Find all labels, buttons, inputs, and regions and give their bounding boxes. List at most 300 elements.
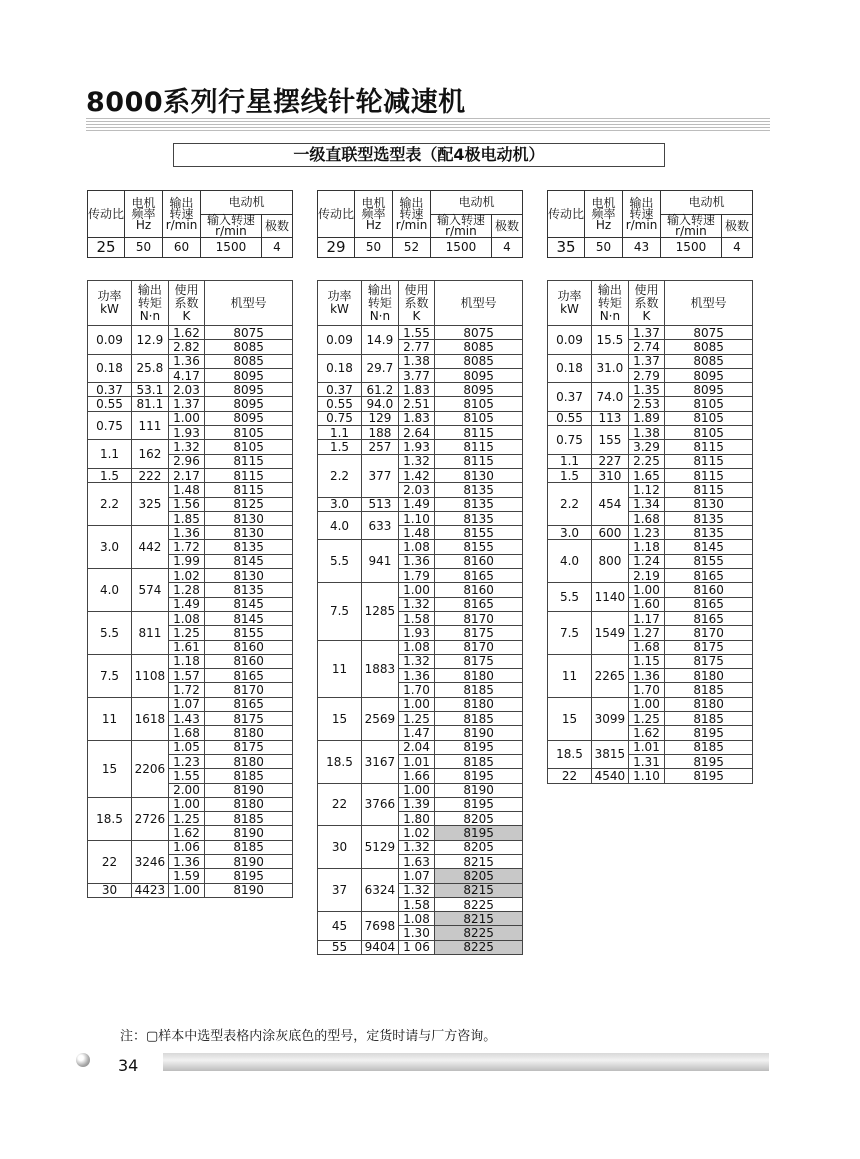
table-row bbox=[318, 869, 523, 883]
factor-cell: 1.31 bbox=[628, 754, 664, 768]
freq-header: 电机 频率 Hz bbox=[355, 191, 393, 238]
power-cell: 7.5 bbox=[318, 583, 362, 640]
model-cell: 8205 bbox=[435, 812, 523, 826]
model-cell: 8190 bbox=[205, 783, 293, 797]
factor-cell: 1.35 bbox=[628, 383, 664, 397]
torque-cell: 257 bbox=[362, 440, 399, 454]
model-cell: 8180 bbox=[665, 669, 753, 683]
table-row bbox=[318, 511, 523, 525]
model-cell: 8105 bbox=[665, 426, 753, 440]
factor-cell: 1.25 bbox=[398, 712, 434, 726]
model-cell: 8195 bbox=[665, 769, 753, 783]
factor-cell: 1.08 bbox=[398, 540, 434, 554]
factor-cell: 1.36 bbox=[398, 669, 434, 683]
factor-cell: 1.32 bbox=[398, 454, 434, 468]
model-cell: 8115 bbox=[435, 426, 523, 440]
table-row bbox=[548, 540, 753, 554]
model-cell: 8160 bbox=[435, 583, 523, 597]
power-cell: 18.5 bbox=[548, 740, 592, 769]
factor-cell: 1.38 bbox=[398, 354, 434, 368]
table-row bbox=[548, 769, 753, 783]
factor-cell: 1.32 bbox=[398, 654, 434, 668]
poles-header: 极数 bbox=[721, 215, 752, 238]
table-row bbox=[318, 497, 523, 511]
torque-cell: 1618 bbox=[132, 697, 169, 740]
out-speed-value: 60 bbox=[163, 238, 201, 258]
table-row bbox=[88, 740, 293, 754]
factor-cell: 1.37 bbox=[628, 326, 664, 340]
model-cell: 8195 bbox=[435, 740, 523, 754]
model-cell: 8165 bbox=[665, 597, 753, 611]
factor-cell: 1.32 bbox=[168, 440, 204, 454]
model-cell: 8085 bbox=[665, 354, 753, 368]
power-cell: 0.75 bbox=[88, 411, 132, 440]
freq-value: 50 bbox=[355, 238, 393, 258]
table-row bbox=[88, 468, 293, 482]
table-row bbox=[548, 697, 753, 711]
factor-cell: 2.19 bbox=[628, 569, 664, 583]
torque-cell: 325 bbox=[132, 483, 169, 526]
factor-cell: 4.17 bbox=[168, 368, 204, 382]
model-cell: 8115 bbox=[435, 454, 523, 468]
torque-cell: 2265 bbox=[592, 654, 629, 697]
torque-cell: 633 bbox=[362, 511, 399, 540]
model-cell: 8170 bbox=[435, 640, 523, 654]
model-cell: 8185 bbox=[205, 769, 293, 783]
out-speed-header: 输出 转速 r/min bbox=[163, 191, 201, 238]
model-cell: 8095 bbox=[205, 397, 293, 411]
torque-cell: 5129 bbox=[362, 826, 399, 869]
ratio-header: 传动比 bbox=[318, 191, 355, 238]
model-cell: 8205 bbox=[435, 869, 523, 883]
factor-cell: 1.36 bbox=[168, 526, 204, 540]
model-cell: 8175 bbox=[665, 640, 753, 654]
factor-cell: 1.36 bbox=[628, 669, 664, 683]
torque-cell: 1549 bbox=[592, 611, 629, 654]
factor-cell: 1.72 bbox=[168, 540, 204, 554]
factor-cell: 1.34 bbox=[628, 497, 664, 511]
power-cell: 4.0 bbox=[88, 569, 132, 612]
power-cell: 3.0 bbox=[548, 526, 592, 540]
power-cell: 0.55 bbox=[88, 397, 132, 411]
model-cell: 8165 bbox=[435, 569, 523, 583]
power-cell: 30 bbox=[318, 826, 362, 869]
factor-cell: 1.25 bbox=[168, 626, 204, 640]
torque-cell: 1140 bbox=[592, 583, 629, 612]
factor-cell: 2.03 bbox=[398, 483, 434, 497]
power-header: 功率 kW bbox=[318, 281, 362, 326]
torque-cell: 113 bbox=[592, 411, 629, 425]
torque-cell: 53.1 bbox=[132, 383, 169, 397]
factor-cell: 1.49 bbox=[398, 497, 434, 511]
factor-cell: 1.08 bbox=[398, 912, 434, 926]
model-cell: 8115 bbox=[665, 468, 753, 482]
factor-cell: 1.65 bbox=[628, 468, 664, 482]
factor-header: 使用 系数 K bbox=[168, 281, 204, 326]
model-cell: 8225 bbox=[435, 926, 523, 940]
power-cell: 3.0 bbox=[88, 526, 132, 569]
table-row bbox=[318, 783, 523, 797]
model-cell: 8195 bbox=[435, 769, 523, 783]
torque-cell: 811 bbox=[132, 611, 169, 654]
torque-cell: 377 bbox=[362, 454, 399, 497]
factor-cell: 1.62 bbox=[168, 326, 204, 340]
model-cell: 8075 bbox=[205, 326, 293, 340]
table-row bbox=[88, 569, 293, 583]
table-row bbox=[318, 411, 523, 425]
power-cell: 7.5 bbox=[88, 654, 132, 697]
table-row bbox=[318, 826, 523, 840]
factor-cell: 2.17 bbox=[168, 468, 204, 482]
power-cell: 1.5 bbox=[318, 440, 362, 454]
factor-cell: 1.32 bbox=[398, 883, 434, 897]
table-row bbox=[318, 583, 523, 597]
table-row bbox=[88, 697, 293, 711]
torque-cell: 2206 bbox=[132, 740, 169, 797]
selection-table bbox=[547, 280, 753, 784]
in-speed-value: 1500 bbox=[431, 238, 492, 258]
freq-value: 50 bbox=[585, 238, 623, 258]
table-row bbox=[318, 354, 523, 368]
model-cell: 8145 bbox=[205, 554, 293, 568]
factor-cell: 1.79 bbox=[398, 569, 434, 583]
page-number: 34 bbox=[118, 1056, 139, 1075]
factor-cell: 1.83 bbox=[398, 411, 434, 425]
factor-cell: 1.36 bbox=[398, 554, 434, 568]
torque-cell: 310 bbox=[592, 468, 629, 482]
model-cell: 8105 bbox=[435, 411, 523, 425]
power-cell: 2.2 bbox=[318, 454, 362, 497]
table-row bbox=[318, 454, 523, 468]
factor-cell: 2.53 bbox=[628, 397, 664, 411]
model-cell: 8105 bbox=[205, 440, 293, 454]
table-row bbox=[88, 383, 293, 397]
factor-cell: 1.38 bbox=[628, 426, 664, 440]
poles-value: 4 bbox=[491, 238, 522, 258]
torque-cell: 3099 bbox=[592, 697, 629, 740]
factor-cell: 1.07 bbox=[398, 869, 434, 883]
torque-header: 输出 转矩 N·n bbox=[362, 281, 399, 326]
factor-cell: 1.18 bbox=[628, 540, 664, 554]
torque-cell: 600 bbox=[592, 526, 629, 540]
torque-cell: 574 bbox=[132, 569, 169, 612]
factor-cell: 1.08 bbox=[168, 611, 204, 625]
factor-cell: 1.00 bbox=[168, 797, 204, 811]
factor-cell: 2.96 bbox=[168, 454, 204, 468]
factor-cell: 1.56 bbox=[168, 497, 204, 511]
torque-cell: 442 bbox=[132, 526, 169, 569]
factor-cell: 1.49 bbox=[168, 597, 204, 611]
power-cell: 5.5 bbox=[318, 540, 362, 583]
torque-cell: 31.0 bbox=[592, 354, 629, 383]
factor-cell: 1.01 bbox=[628, 740, 664, 754]
selection-table bbox=[317, 280, 523, 955]
model-cell: 8165 bbox=[665, 569, 753, 583]
out-speed-header: 输出 转速 r/min bbox=[393, 191, 431, 238]
table-row bbox=[88, 797, 293, 811]
power-cell: 22 bbox=[318, 783, 362, 826]
torque-cell: 1285 bbox=[362, 583, 399, 640]
factor-cell: 1.07 bbox=[168, 697, 204, 711]
factor-cell: 1.42 bbox=[398, 468, 434, 482]
model-cell: 8175 bbox=[205, 712, 293, 726]
torque-cell: 4423 bbox=[132, 883, 169, 897]
table-row bbox=[318, 912, 523, 926]
model-cell: 8155 bbox=[205, 626, 293, 640]
model-cell: 8195 bbox=[665, 754, 753, 768]
torque-cell: 162 bbox=[132, 440, 169, 469]
model-cell: 8075 bbox=[665, 326, 753, 340]
table-row bbox=[88, 611, 293, 625]
factor-cell: 1.00 bbox=[628, 583, 664, 597]
model-header: 机型号 bbox=[205, 281, 293, 326]
power-cell: 1.1 bbox=[88, 440, 132, 469]
table-row bbox=[548, 468, 753, 482]
model-cell: 8115 bbox=[205, 468, 293, 482]
model-header: 机型号 bbox=[435, 281, 523, 326]
model-cell: 8155 bbox=[435, 540, 523, 554]
power-cell: 0.37 bbox=[548, 383, 592, 412]
factor-cell: 1.68 bbox=[168, 726, 204, 740]
poles-header: 极数 bbox=[491, 215, 522, 238]
power-cell: 2.2 bbox=[548, 483, 592, 526]
torque-cell: 6324 bbox=[362, 869, 399, 912]
factor-cell: 2.51 bbox=[398, 397, 434, 411]
poles-value: 4 bbox=[721, 238, 752, 258]
subtitle: 一级直联型选型表（配4极电动机） bbox=[173, 143, 665, 167]
torque-cell: 81.1 bbox=[132, 397, 169, 411]
model-cell: 8115 bbox=[435, 440, 523, 454]
factor-cell: 1.70 bbox=[628, 683, 664, 697]
table-row bbox=[88, 397, 293, 411]
factor-cell: 1.58 bbox=[398, 897, 434, 911]
factor-cell: 1.23 bbox=[168, 754, 204, 768]
factor-cell: 1.37 bbox=[168, 397, 204, 411]
model-cell: 8180 bbox=[205, 726, 293, 740]
factor-cell: 1.89 bbox=[628, 411, 664, 425]
factor-cell: 1.25 bbox=[628, 712, 664, 726]
power-cell: 11 bbox=[88, 697, 132, 740]
torque-cell: 3815 bbox=[592, 740, 629, 769]
torque-cell: 7698 bbox=[362, 912, 399, 941]
model-cell: 8165 bbox=[435, 597, 523, 611]
model-cell: 8180 bbox=[665, 697, 753, 711]
model-cell: 8195 bbox=[435, 826, 523, 840]
table-row bbox=[548, 583, 753, 597]
factor-cell: 1.24 bbox=[628, 554, 664, 568]
model-cell: 8180 bbox=[205, 754, 293, 768]
freq-header: 电机 频率 Hz bbox=[125, 191, 163, 238]
table-row bbox=[318, 940, 523, 954]
model-cell: 8225 bbox=[435, 897, 523, 911]
model-cell: 8190 bbox=[435, 726, 523, 740]
model-cell: 8095 bbox=[205, 383, 293, 397]
factor-cell: 2.00 bbox=[168, 783, 204, 797]
model-cell: 8160 bbox=[435, 554, 523, 568]
power-cell: 0.09 bbox=[88, 326, 132, 355]
power-cell: 30 bbox=[88, 883, 132, 897]
model-cell: 8160 bbox=[665, 583, 753, 597]
factor-cell: 1.43 bbox=[168, 712, 204, 726]
motor-header: 电动机 bbox=[201, 191, 293, 215]
factor-cell: 3.29 bbox=[628, 440, 664, 454]
factor-header: 使用 系数 K bbox=[628, 281, 664, 326]
table-row bbox=[318, 640, 523, 654]
factor-cell: 1.10 bbox=[628, 769, 664, 783]
model-cell: 8170 bbox=[205, 683, 293, 697]
model-cell: 8095 bbox=[665, 368, 753, 382]
model-cell: 8155 bbox=[665, 554, 753, 568]
factor-cell: 1.06 bbox=[168, 840, 204, 854]
freq-value: 50 bbox=[125, 238, 163, 258]
page-title: 8000系列行星摆线针轮减速机 bbox=[86, 87, 466, 118]
power-cell: 0.55 bbox=[548, 411, 592, 425]
model-cell: 8185 bbox=[435, 754, 523, 768]
factor-cell: 1.48 bbox=[398, 526, 434, 540]
model-cell: 8085 bbox=[435, 340, 523, 354]
factor-cell: 1.63 bbox=[398, 854, 434, 868]
power-cell: 4.0 bbox=[318, 511, 362, 540]
model-cell: 8215 bbox=[435, 883, 523, 897]
power-cell: 0.37 bbox=[88, 383, 132, 397]
power-cell: 1.1 bbox=[318, 426, 362, 440]
torque-cell: 2569 bbox=[362, 697, 399, 740]
torque-cell: 227 bbox=[592, 454, 629, 468]
power-cell: 22 bbox=[88, 840, 132, 883]
torque-header: 输出 转矩 N·n bbox=[592, 281, 629, 326]
factor-cell: 1.30 bbox=[398, 926, 434, 940]
table-row bbox=[88, 840, 293, 854]
factor-cell: 1.93 bbox=[398, 626, 434, 640]
in-speed-header: 输入转速 r/min bbox=[201, 215, 262, 238]
out-speed-value: 52 bbox=[393, 238, 431, 258]
motor-spec-table bbox=[317, 190, 523, 258]
table-row bbox=[548, 611, 753, 625]
model-cell: 8105 bbox=[665, 397, 753, 411]
factor-cell: 1.37 bbox=[628, 354, 664, 368]
table-row bbox=[318, 426, 523, 440]
model-cell: 8185 bbox=[665, 712, 753, 726]
factor-cell: 1.93 bbox=[168, 426, 204, 440]
factor-cell: 1.36 bbox=[168, 854, 204, 868]
model-cell: 8185 bbox=[205, 812, 293, 826]
factor-cell: 1.32 bbox=[398, 840, 434, 854]
model-cell: 8085 bbox=[205, 354, 293, 368]
torque-cell: 941 bbox=[362, 540, 399, 583]
table-row bbox=[318, 740, 523, 754]
model-cell: 8195 bbox=[665, 726, 753, 740]
model-cell: 8175 bbox=[435, 654, 523, 668]
model-cell: 8135 bbox=[205, 540, 293, 554]
factor-cell: 1.55 bbox=[168, 769, 204, 783]
power-header: 功率 kW bbox=[548, 281, 592, 326]
power-cell: 55 bbox=[318, 940, 362, 954]
torque-cell: 9404 bbox=[362, 940, 399, 954]
factor-cell: 1.59 bbox=[168, 869, 204, 883]
model-cell: 8180 bbox=[435, 697, 523, 711]
factor-cell: 1.02 bbox=[168, 569, 204, 583]
torque-cell: 454 bbox=[592, 483, 629, 526]
out-speed-value: 43 bbox=[623, 238, 661, 258]
table-row bbox=[88, 526, 293, 540]
torque-cell: 2726 bbox=[132, 797, 169, 840]
torque-cell: 1108 bbox=[132, 654, 169, 697]
motor-header: 电动机 bbox=[431, 191, 523, 215]
poles-header: 极数 bbox=[261, 215, 292, 238]
model-cell: 8170 bbox=[665, 626, 753, 640]
torque-cell: 25.8 bbox=[132, 354, 169, 383]
torque-cell: 129 bbox=[362, 411, 399, 425]
table-row bbox=[318, 397, 523, 411]
factor-cell: 1.61 bbox=[168, 640, 204, 654]
factor-cell: 1.00 bbox=[398, 697, 434, 711]
torque-cell: 29.7 bbox=[362, 354, 399, 383]
in-speed-value: 1500 bbox=[201, 238, 262, 258]
power-header: 功率 kW bbox=[88, 281, 132, 326]
factor-cell: 1.12 bbox=[628, 483, 664, 497]
factor-cell: 1.85 bbox=[168, 511, 204, 525]
factor-cell: 1.00 bbox=[398, 583, 434, 597]
table-row bbox=[318, 540, 523, 554]
factor-cell: 2.64 bbox=[398, 426, 434, 440]
model-cell: 8130 bbox=[205, 569, 293, 583]
model-cell: 8165 bbox=[205, 669, 293, 683]
model-cell: 8185 bbox=[665, 683, 753, 697]
table-row bbox=[88, 483, 293, 497]
factor-cell: 1.00 bbox=[168, 883, 204, 897]
factor-cell: 2.03 bbox=[168, 383, 204, 397]
factor-cell: 1.48 bbox=[168, 483, 204, 497]
power-cell: 45 bbox=[318, 912, 362, 941]
table-row bbox=[318, 383, 523, 397]
ratio-header: 传动比 bbox=[88, 191, 125, 238]
freq-header: 电机 频率 Hz bbox=[585, 191, 623, 238]
factor-cell: 1.62 bbox=[628, 726, 664, 740]
factor-cell: 1.60 bbox=[628, 597, 664, 611]
factor-cell: 1.23 bbox=[628, 526, 664, 540]
torque-cell: 4540 bbox=[592, 769, 629, 783]
factor-header: 使用 系数 K bbox=[398, 281, 434, 326]
in-speed-value: 1500 bbox=[661, 238, 722, 258]
table-row bbox=[548, 740, 753, 754]
power-cell: 18.5 bbox=[88, 797, 132, 840]
power-cell: 2.2 bbox=[88, 483, 132, 526]
model-cell: 8115 bbox=[665, 483, 753, 497]
torque-cell: 3766 bbox=[362, 783, 399, 826]
model-cell: 8135 bbox=[665, 526, 753, 540]
factor-cell: 1.47 bbox=[398, 726, 434, 740]
model-cell: 8160 bbox=[205, 654, 293, 668]
factor-cell: 1.18 bbox=[168, 654, 204, 668]
model-cell: 8130 bbox=[665, 497, 753, 511]
table-row bbox=[548, 326, 753, 340]
torque-cell: 14.9 bbox=[362, 326, 399, 355]
factor-cell: 1.99 bbox=[168, 554, 204, 568]
ratio-header: 传动比 bbox=[548, 191, 585, 238]
power-cell: 18.5 bbox=[318, 740, 362, 783]
model-cell: 8115 bbox=[665, 454, 753, 468]
power-cell: 0.37 bbox=[318, 383, 362, 397]
torque-cell: 12.9 bbox=[132, 326, 169, 355]
factor-cell: 1.28 bbox=[168, 583, 204, 597]
model-cell: 8115 bbox=[665, 440, 753, 454]
table-row bbox=[318, 326, 523, 340]
model-cell: 8145 bbox=[205, 611, 293, 625]
model-cell: 8095 bbox=[435, 368, 523, 382]
power-cell: 4.0 bbox=[548, 540, 592, 583]
model-cell: 8085 bbox=[665, 340, 753, 354]
factor-cell: 1.58 bbox=[398, 611, 434, 625]
